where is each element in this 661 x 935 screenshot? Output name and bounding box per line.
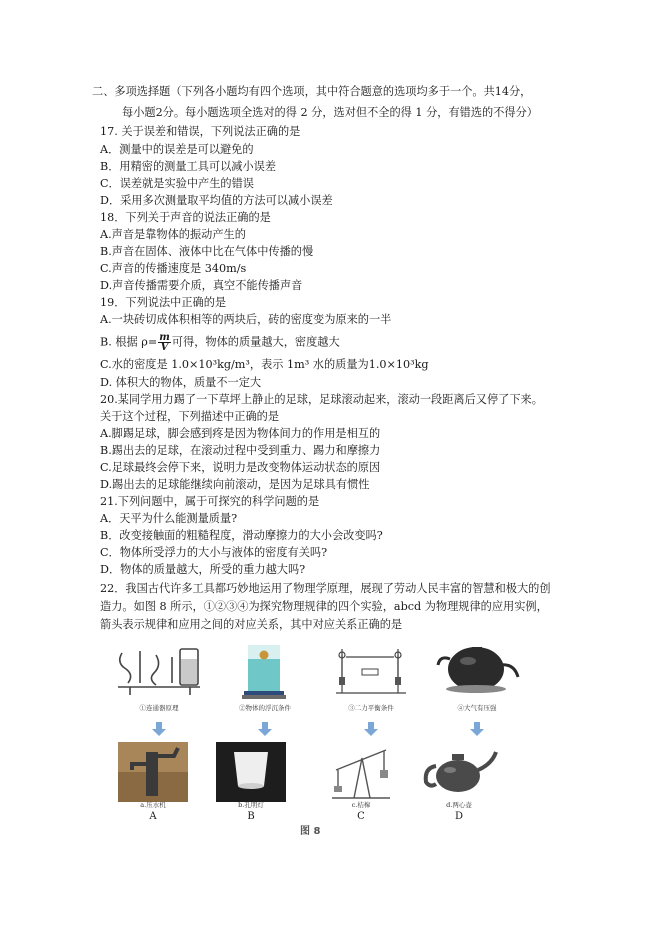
q19-option-a: A.一块砖切成体积相等的两块后，砖的密度变为原来的一半 <box>100 313 392 326</box>
shadoof-image <box>326 742 396 802</box>
caption-teapot: d.两心壶 <box>446 801 472 809</box>
q18-option-b: B.声音在固体、液体中比在气体中传播的慢 <box>100 245 314 258</box>
down-arrow-icon <box>152 722 166 736</box>
q22-stem-line2: 造力。如图 8 所示，①②③④为探究物理规律的四个实验，abcd 为物理规律的应用实例， <box>100 600 548 613</box>
q21-option-b: B．改变接触面的粗糙程度，滑动摩擦力的大小会改变吗? <box>100 529 383 542</box>
atmospheric-pressure-image <box>428 643 526 701</box>
down-arrow-icon <box>364 722 378 736</box>
caption-float-sink: ②物体的浮沉条件 <box>239 704 291 712</box>
q20-stem-line2: 关于这个过程，下列描述中正确的是 <box>100 410 280 423</box>
q18-stem: 18．下列关于声音的说法正确的是 <box>100 211 271 224</box>
density-formula <box>158 333 171 352</box>
down-arrow-icon <box>470 722 484 736</box>
q17-option-a: A．测量中的误差是可以避免的 <box>100 143 254 156</box>
q19-option-b-prefix: B. 根据 ρ= <box>100 335 158 349</box>
float-sink-image <box>216 643 314 701</box>
q18-option-a: A.声音是靠物体的振动产生的 <box>100 228 246 241</box>
q17-option-c: C．误差就是实验中产生的错误 <box>100 177 254 190</box>
communicating-vessels-image <box>110 643 208 701</box>
figure-caption: 图 8 <box>300 826 321 837</box>
caption-sky-lantern: b.孔明灯 <box>238 801 264 809</box>
section-heading-line2: 每小题2分。每小题选项全选对的得 2 分，选对但不全的得 1 分，有错选的不得分） <box>122 106 538 119</box>
caption-water-pump: a.压水机 <box>140 801 166 809</box>
q21-option-c: C．物体所受浮力的大小与液体的密度有关吗? <box>100 546 328 559</box>
sky-lantern-image <box>216 742 286 802</box>
q20-option-a: A.脚踢足球，脚会感到疼是因为物体间力的作用是相互的 <box>100 427 381 440</box>
q17-option-b: B．用精密的测量工具可以减小误差 <box>100 160 277 173</box>
option-letter-c: C <box>357 811 365 822</box>
section-heading-line1: 二、多项选择题（下列各小题均有四个选项，其中符合题意的选项均多于一个。共14分， <box>92 85 532 98</box>
q21-option-d: D．物体的质量越大，所受的重力越大吗? <box>100 563 306 576</box>
q21-stem: 21.下列问题中，属于可探究的科学问题的是 <box>100 495 320 508</box>
q20-option-d: D.踢出去的足球能继续向前滚动，是因为足球具有惯性 <box>100 478 370 491</box>
formula-numerator: m <box>159 332 170 343</box>
q20-option-b: B.踢出去的足球，在滚动过程中受到重力、踢力和摩擦力 <box>100 444 381 457</box>
q18-option-d: D.声音传播需要介质，真空不能传播声音 <box>100 279 303 292</box>
option-letter-a: A <box>149 811 157 822</box>
q22-stem-line3: 箭头表示规律和应用之间的对应关系，其中对应关系正确的是 <box>100 618 403 631</box>
q19-option-d: D. 体积大的物体，质量不一定大 <box>100 376 262 389</box>
q22-stem-line1: 22．我国古代许多工具都巧妙地运用了物理学原理，展现了劳动人民丰富的智慧和极大的创 <box>100 582 551 595</box>
teapot-image <box>420 742 498 802</box>
q20-stem-line1: 20.某同学用力踢了一下草坪上静止的足球，足球滚动起来，滚动一段距离后又停了下来。 <box>100 393 543 406</box>
q17-option-d: D．采用多次测量取平均值的方法可以减小误差 <box>100 194 333 207</box>
water-pump-image <box>118 742 188 802</box>
q19-option-b <box>100 333 340 352</box>
caption-two-force-balance: ③二力平衡条件 <box>348 704 394 712</box>
formula-denominator: V <box>160 342 169 353</box>
q19-option-b-suffix: 可得，物体的质量越大，密度越大 <box>171 335 340 349</box>
option-letter-d: D <box>454 811 464 822</box>
caption-communicating-vessels: ①连通器原理 <box>139 704 179 712</box>
down-arrow-icon <box>258 722 272 736</box>
q18-option-c: C.声音的传播速度是 340m/s <box>100 262 247 275</box>
two-force-balance-image <box>322 643 420 701</box>
option-letter-b: B <box>247 811 255 822</box>
q19-stem: 19．下列说法中正确的是 <box>100 296 227 309</box>
caption-shadoof: c.桔槔 <box>351 801 371 809</box>
q21-option-a: A．天平为什么能测量质量? <box>100 512 238 525</box>
caption-atmospheric-pressure: ④大气有压强 <box>457 704 497 712</box>
q17-stem: 17. 关于误差和错误，下列说法正确的是 <box>100 125 301 138</box>
q20-option-c: C.足球最终会停下来，说明力是改变物体运动状态的原因 <box>100 461 381 474</box>
q19-option-c: C.水的密度是 1.0×10³kg/m³，表示 1m³ 水的质量为1.0×10³kg <box>100 358 429 371</box>
